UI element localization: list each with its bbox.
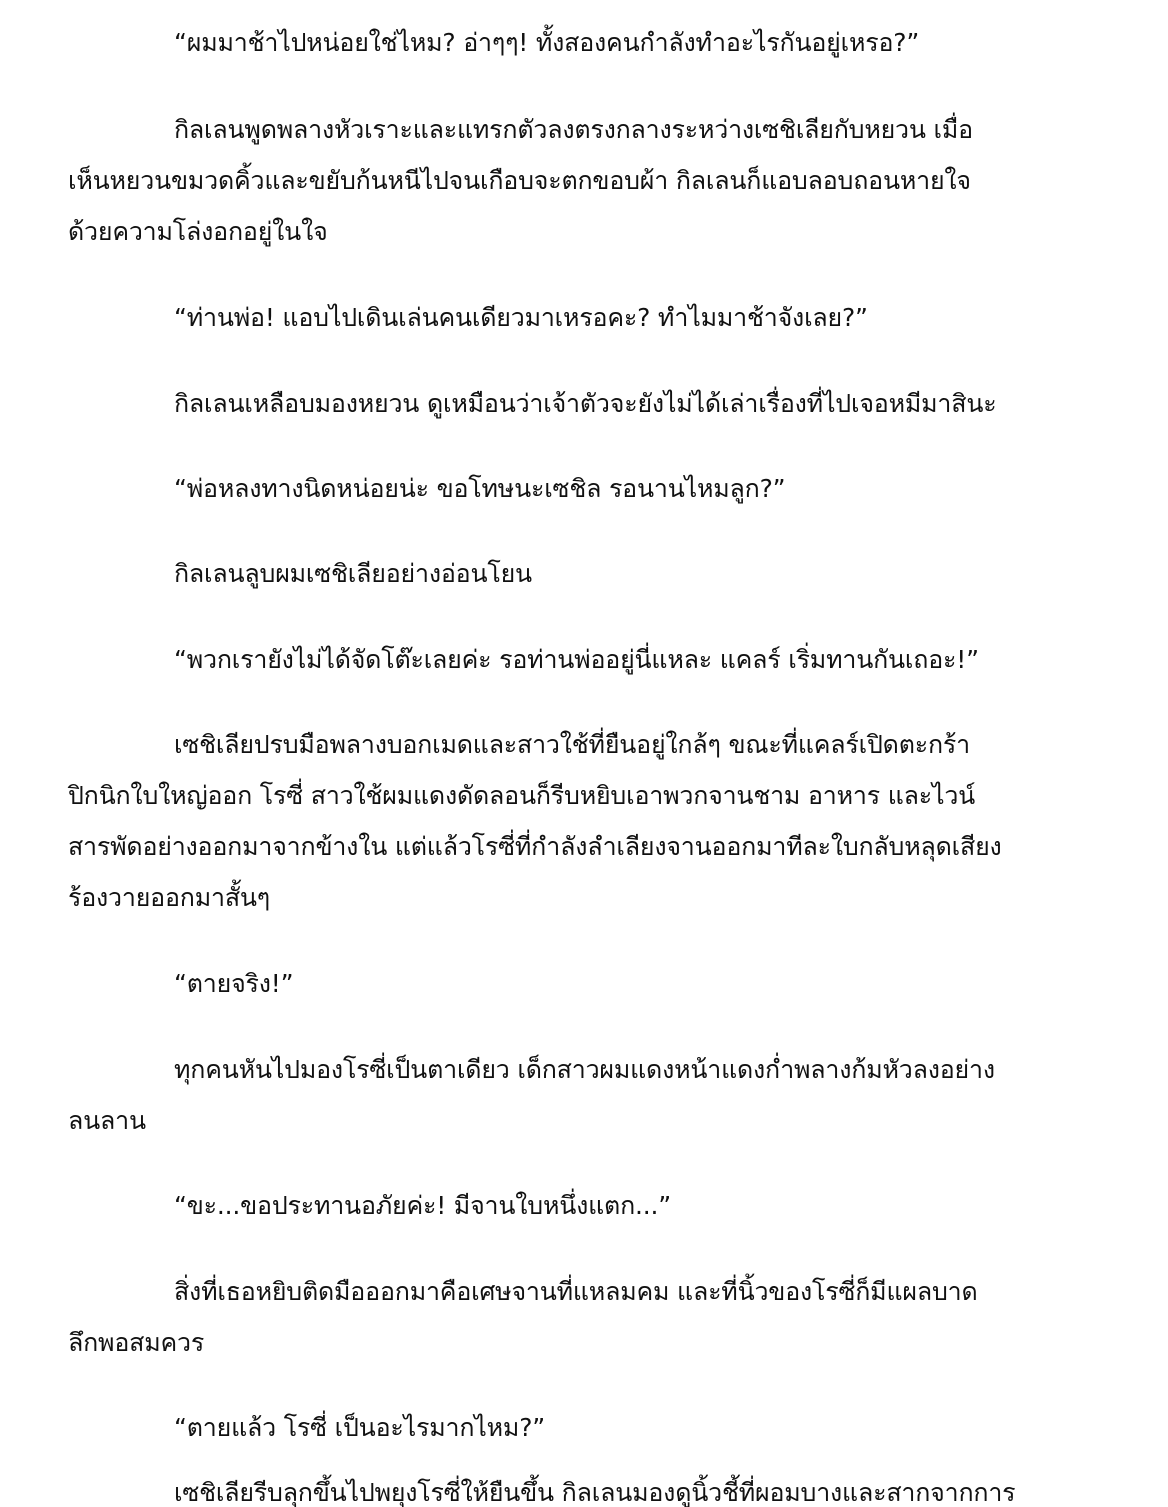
paragraph-1-line-1: เห็นหยวนขมวดคิ้วและขยับก้นหนีไปจนเกือบจะตกขอบผ้า กิลเลนก็แอบลอบถอนหายใจ <box>68 166 971 195</box>
paragraph-7-line-1: ปิกนิกใบใหญ่ออก โรซี่ สาวใช้ผมแดงดัดลอนก็รีบหยิบเอาพวกจานชาม อาหาร และไวน์ <box>68 781 976 810</box>
paragraph-13-line-0: เซชิเลียรีบลุกขึ้นไปพยุงโรซี่ให้ยืนขึ้น กิลเลนมองดูนิ้วชี้ที่ผอมบางและสากจากการ <box>174 1478 1016 1507</box>
paragraph-9-line-1: ลนลาน <box>68 1106 146 1135</box>
paragraph-2-line-0: “ท่านพ่อ! แอบไปเดินเล่นคนเดียวมาเหรอคะ? ทำไมมาช้าจังเลย?” <box>174 303 868 332</box>
paragraph-8-line-0: “ตายจริง!” <box>174 969 294 998</box>
paragraph-9-line-0: ทุกคนหันไปมองโรซี่เป็นตาเดียว เด็กสาวผมแดงหน้าแดงก่ำพลางก้มหัวลงอย่าง <box>174 1055 995 1084</box>
paragraph-7-line-3: ร้องวายออกมาสั้นๆ <box>68 883 271 912</box>
paragraph-12-line-0: “ตายแล้ว โรซี่ เป็นอะไรมากไหม?” <box>174 1413 546 1442</box>
paragraph-0-line-0: “ผมมาช้าไปหน่อยใช่ไหม? อ่าๆๆ! ทั้งสองคนกำลังทำอะไรกันอยู่เหรอ?” <box>174 28 920 57</box>
paragraph-4-line-0: “พ่อหลงทางนิดหน่อยน่ะ ขอโทษนะเซชิล รอนานไหมลูก?” <box>174 474 786 503</box>
paragraph-7-line-0: เซชิเลียปรบมือพลางบอกเมดและสาวใช้ที่ยืนอยู่ใกล้ๆ ขณะที่แคลร์เปิดตะกร้า <box>174 730 970 759</box>
paragraph-6-line-0: “พวกเรายังไม่ได้จัดโต๊ะเลยค่ะ รอท่านพ่ออยู่นี่แหละ แคลร์ เริ่มทานกันเถอะ!” <box>174 645 979 674</box>
paragraph-7-line-2: สารพัดอย่างออกมาจากข้างใน แต่แล้วโรซี่ที่กำลังลำเลียงจานออกมาทีละใบกลับหลุดเสียง <box>68 832 1002 861</box>
paragraph-1-line-0: กิลเลนพูดพลางหัวเราะและแทรกตัวลงตรงกลางระหว่างเซชิเลียกับหยวน เมื่อ <box>174 115 973 144</box>
paragraph-10-line-0: “ขะ...ขอประทานอภัยค่ะ! มีจานใบหนึ่งแตก...” <box>174 1191 671 1220</box>
paragraph-3-line-0: กิลเลนเหลือบมองหยวน ดูเหมือนว่าเจ้าตัวจะยังไม่ได้เล่าเรื่องที่ไปเจอหมีมาสินะ <box>174 389 997 418</box>
paragraph-11-line-1: ลึกพอสมควร <box>68 1328 205 1357</box>
paragraph-11-line-0: สิ่งที่เธอหยิบติดมือออกมาคือเศษจานที่แหลมคม และที่นิ้วของโรซี่ก็มีแผลบาด <box>174 1277 978 1306</box>
paragraph-1-line-2: ด้วยความโล่งอกอยู่ในใจ <box>68 217 328 246</box>
paragraph-5-line-0: กิลเลนลูบผมเซชิเลียอย่างอ่อนโยน <box>174 559 532 588</box>
